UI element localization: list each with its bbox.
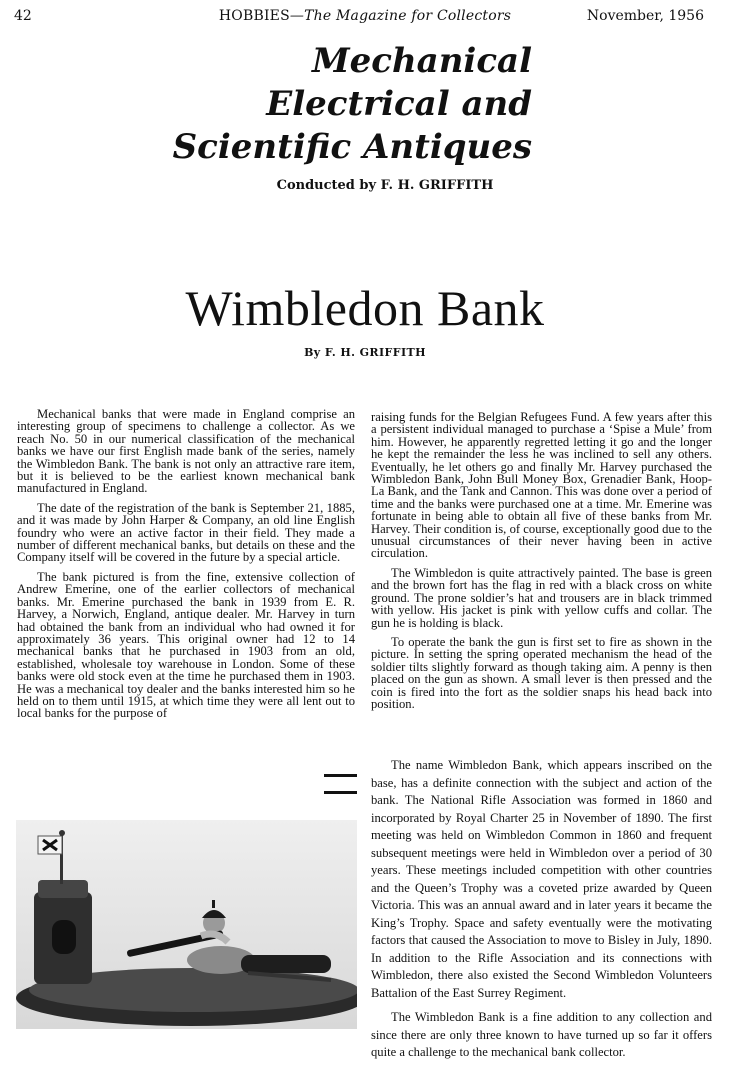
department-title-line: Scientific Antiques [172,127,532,167]
article-byline: By F. H. GRIFFITH [304,346,426,359]
department-title [173,40,532,169]
body-paragraph: raising funds for the Belgian Refugees Fund. A few years after this a persistent individual managed to purchase a ‘Spise a Mule’ from him. However, he apparently regretted letting it go and the longer he kept the remainder the less he was inclined to sell any others. Eventually, he let others go and finally Mr. Harvey purchased the Wimbledon Bank, John Bull Money Box, Grenadier Bank, Hoop-La Bank, and the Tank and Cannon. This was done over a period of time and the banks were purchased one at a time. Mr. Emerine was fortunate in being able to obtain all five of these banks from Mr. Harvey. Their condition is, of course, exceptionally good due to the unusual circumstances of their never having been in active circulation. [371,410,712,561]
running-header [0,8,730,28]
body-paragraph: The bank pictured is from the fine, extensive collection of Andrew Emerine, one of the earlier collectors of mechanical banks. Mr. Emerine purchased the bank in 1939 from E. R. Harvey, a Norwich, England, antique dealer. Mr. Harvey in turn had obtained the bank from an individual who had owned it for approximately 36 years. This original owner had 12 to 14 mechanical banks that he purchased in 1903 from an old, established, wholesale toy warehouse in London. Some of these banks were old stock even at the time he purchased them in 1903. He was a mechanical toy dealer and the banks interested him so he held on to them until 1915, at which time they were all lent out to local banks for the purpose of [17,569,355,721]
article-title: Wimbledon Bank [185,280,545,336]
body-paragraph: The date of the registration of the bank is September 21, 1885, and it was made by John Harper & Company, an old line English foundry who were an active factor in their field. They made a number of different mechanical banks, but details on these and the Company itself will be covered in the future by a special article. [17,500,355,565]
department-title-line: Mechanical [311,41,532,81]
left-column [17,408,355,727]
section-divider [324,791,357,794]
magazine-tagline: —The Magazine for Collectors [289,8,512,24]
body-paragraph: The Wimbledon Bank is a fine addition to any collection and since there are only three known to have turned up so far it offers quite a challenge to the mechanical bank collector. [371,1010,712,1059]
bank-photograph [16,820,357,1029]
right-column-upper [371,411,712,717]
body-paragraph: The name Wimbledon Bank, which appears inscribed on the base, has a definite connection with the subject and action of the bank. The National Rifle Association was formed in 1860 and incorporated by Royal Charter 25 in November of 1890. The first meeting was held on Wimbledon Common in 1860 and frequent subsequent meetings were held in Wimbledon over a period of 30 years. These meetings included competition with other countries and the Queen’s Trophy was a coveted prize awarded by Queen Victoria. This was an annual award and in later years it became the King’s Trophy. Space and safety eventually were the motivating factors that caused the Association to move to Bisley in July, 1890. In addition to the Rifle Association and its connections with Wimbledon, there also existed the Second Wimbledon Volunteers Battalion of the East Surrey Regiment. [371,758,712,1000]
magazine-name: HOBBIES [218,8,290,24]
issue-date: November, 1956 [586,8,704,24]
section-divider [324,774,357,777]
wimbledon-bank-image [16,820,357,1029]
body-paragraph: The Wimbledon is quite attractively painted. The base is green and the brown fort has the flag in red with a black cross on white ground. The prone soldier’s hat and trousers are in black trimmed with yellow. His jacket is pink with yellow cuffs and collar. The gun he is holding is black. [371,565,712,630]
body-paragraph: To operate the bank the gun is first set to fire as shown in the picture. In setting the spring operated mechanism the head of the soldier tilts slightly forward as though taking aim. A penny is then placed on the gun as shown. A small lever is then pressed and the coin is fired into the fort as the soldier snaps his head back into position. [371,634,712,711]
department-editor: Conducted by F. H. GRIFFITH [276,178,494,193]
right-column-lower [371,757,712,1069]
body-paragraph: Mechanical banks that were made in England comprise an interesting group of specimens to challenge a collector. As we reach No. 50 in our numerical classification of the mechanical banks we have our first English made bank of the series, namely the Wimbledon Bank. The bank is not only an attractive rare item, but it is believed to be the earliest known mechanical bank manufactured in England. [17,407,355,496]
page-number: 42 [14,8,32,24]
department-title-line: Electrical and [266,84,532,124]
